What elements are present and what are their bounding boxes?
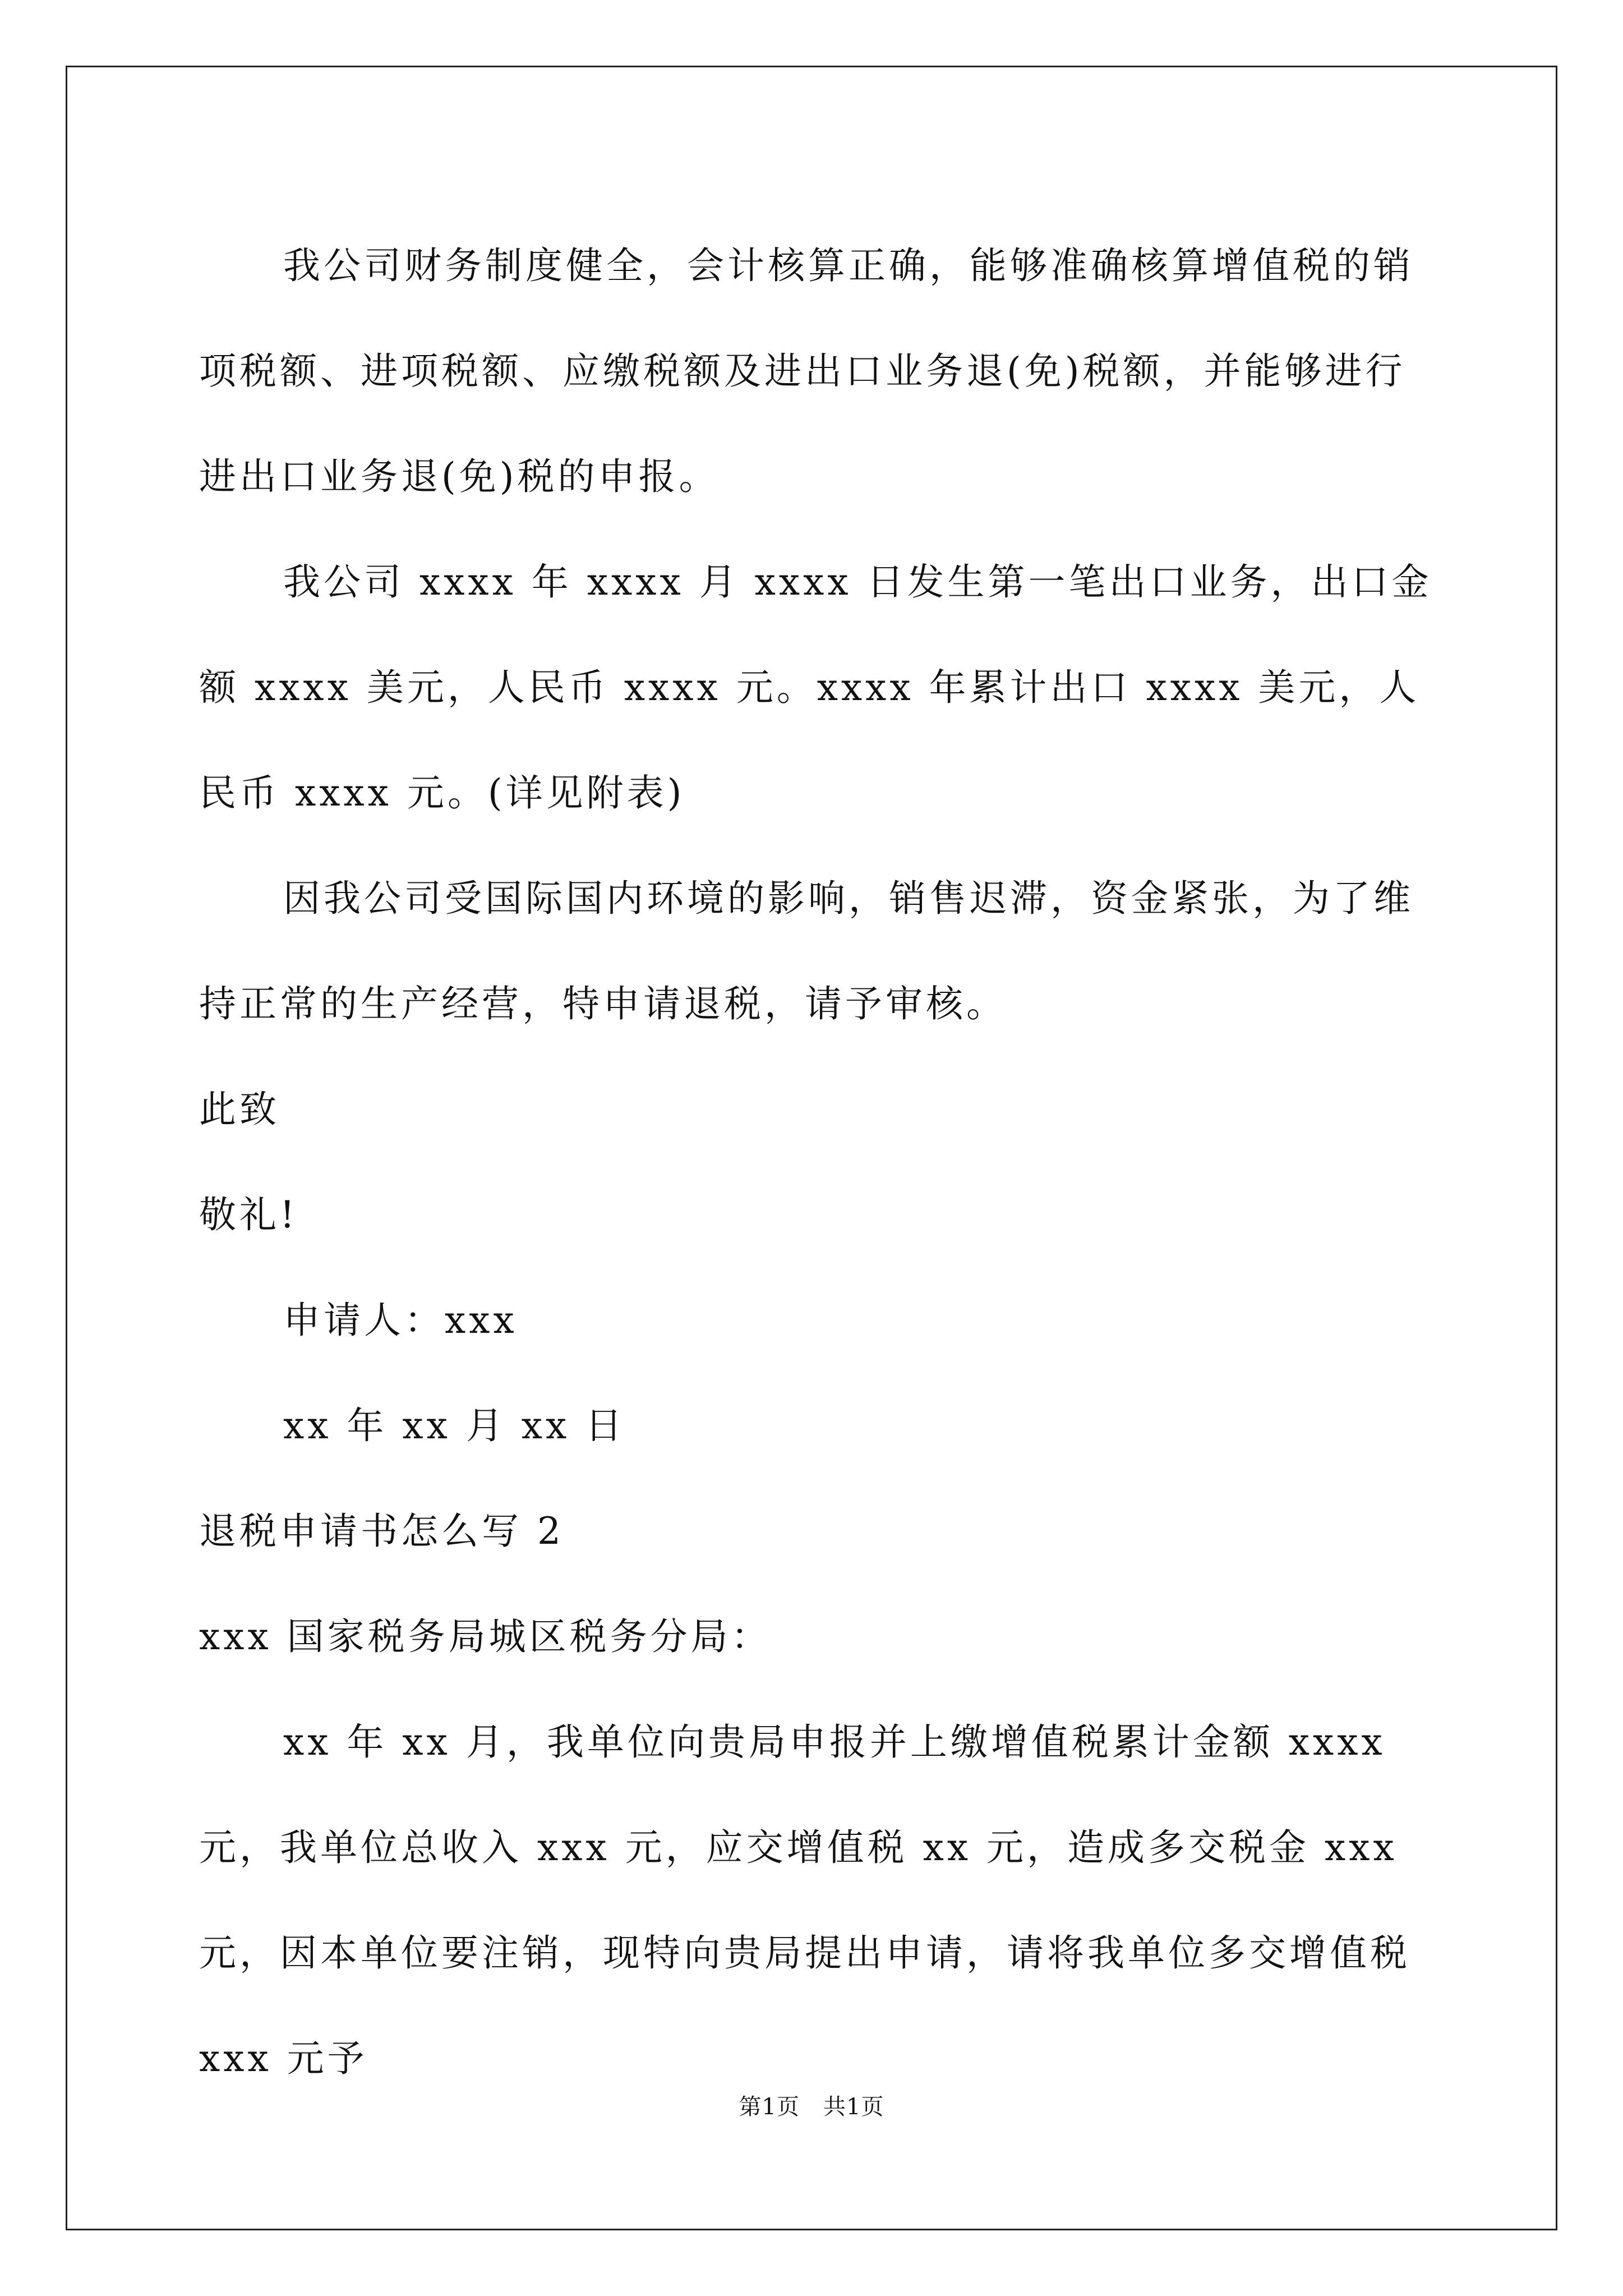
page-footer xyxy=(0,2090,1623,2124)
paragraph-export-details: 我公司 xxxx 年 xxxx 月 xxxx 日发生第一笔出口业务，出口金额 xxxx 美元，人民币 xxxx 元。xxxx 年累计出口 xxxx 美元，人民币 xxxx 元。(详见附表) xyxy=(199,560,1432,815)
recipient-line: xxx 国家税务局城区税务分局： xyxy=(199,1615,772,1658)
paragraph-overpayment: xx 年 xx 月，我单位向贵局申报并上缴增值税累计金额 xxxx 元，我单位总收入 xxx 元，应交增值税 xx 元，造成多交税金 xxx 元，因本单位要注销，现特向贵局提出申请，请将我单位多交增值税 xxx 元予 xyxy=(199,1720,1410,2080)
document-body xyxy=(199,213,1436,2111)
paragraph-refund-reason: 因我公司受国际国内环境的影响，销售迟滞，资金紧张，为了维持正常的生产经营，特申请退税，请予审核。 xyxy=(199,877,1414,1025)
section-heading: 退税申请书怎么写 2 xyxy=(199,1510,564,1553)
closing-regards: 敬礼! xyxy=(199,1193,298,1236)
date-line: xx 年 xx 月 xx 日 xyxy=(283,1404,626,1447)
page-number: 第1页 xyxy=(739,2094,800,2120)
closing-salutation: 此致 xyxy=(199,1088,280,1131)
applicant-line: 申请人：xxx xyxy=(283,1299,518,1342)
paragraph-accounting-statement: 我公司财务制度健全，会计核算正确，能够准确核算增值税的销项税额、进项税额、应缴税额及进出口业务退(免)税额，并能够进行进出口业务退(免)税的申报。 xyxy=(199,244,1414,498)
page-count: 共1页 xyxy=(823,2094,884,2120)
